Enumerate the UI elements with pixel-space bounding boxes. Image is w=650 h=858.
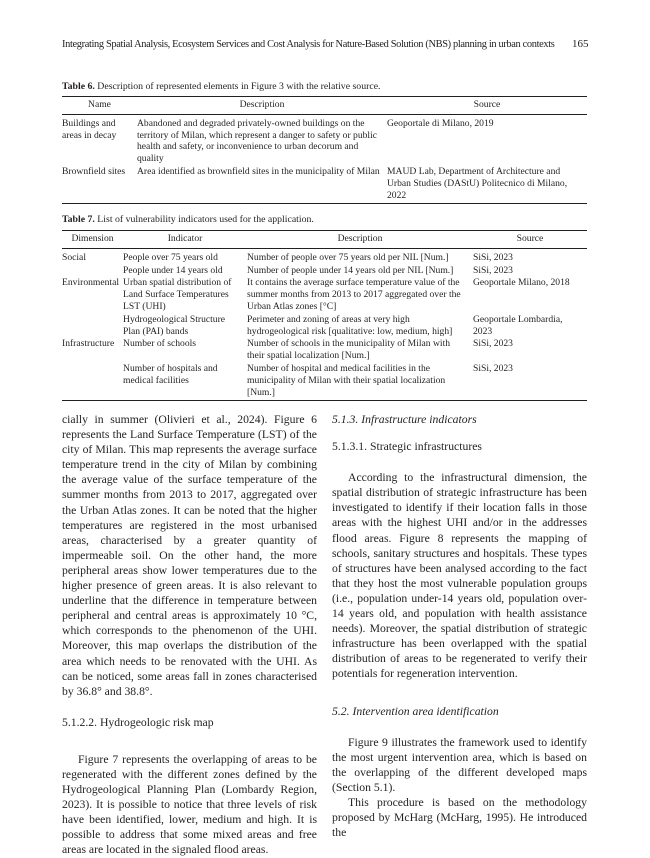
- table7-cell-source: SiSi, 2023: [472, 251, 513, 263]
- table-row: [62, 165, 587, 204]
- table7-cell-description: Perimeter and zoning of areas at very high hydrogeological risk [qualitative: low, medium, high]: [247, 313, 453, 337]
- table6-caption: [62, 81, 381, 92]
- table7: [62, 230, 587, 401]
- table7-cell-indicator: People under 14 years old: [123, 264, 223, 276]
- left-column: [62, 412, 317, 858]
- section-heading: 5.1.3. Infrastructure indicators: [332, 413, 477, 426]
- table7-cell-dimension: Infrastructure: [62, 338, 115, 350]
- table-row: [62, 276, 587, 312]
- table7-caption-label: Table 7.: [62, 214, 95, 225]
- table7-cell-description: Number of hospital and medical facilities in the municipality of Milan with their spatial localization [Num.]: [247, 362, 473, 401]
- table7-cell-indicator: Hydrogeological Structure Plan (PAI) bands: [123, 313, 226, 337]
- table7-header-row: [62, 231, 587, 249]
- table6-cell-source: Geoportale di Milano, 2019: [387, 117, 494, 129]
- table7-cell-indicator: Number of hospitals and medical facilities: [123, 362, 247, 401]
- body-paragraph: Figure 9 illustrates the framework used to identify the most urgent intervention area, which is based on the overlapping of the different developed maps (Section 5.1).: [332, 735, 587, 794]
- table6-header-name: Name: [62, 97, 137, 115]
- table7-cell-indicator: Urban spatial distribution of Land Surface Temperatures LST (UHI): [123, 277, 232, 312]
- table-row: [62, 248, 587, 263]
- table7-cell-indicator: People over 75 years old: [123, 251, 218, 263]
- running-header: Integrating Spatial Analysis, Ecosystem Services and Cost Analysis for Nature-Based Solution (NBS) planning in urban contexts: [62, 39, 555, 50]
- table7-cell-source: Geoportale Milano, 2018: [472, 277, 570, 289]
- table7-cell-dimension: Environmental: [62, 277, 120, 289]
- table7-caption-text: List of vulnerability indicators used for the application.: [94, 214, 314, 225]
- table7-header-source: Source: [473, 231, 587, 249]
- page-number: 165: [572, 38, 589, 50]
- table7-header-indicator: Indicator: [123, 231, 247, 249]
- body-paragraph: According to the infrastructural dimension, the spatial distribution of strategic infrastructure has been investigated to identify if their location falls in those areas with the highest UHI and/or in the addresses flood areas. Figure 8 represents the mapping of schools, sanitary structures and hospitals. These types of structures have been analysed according to the fact that they host the most vulnerable population groups (i.e., population under-14 years old, population over-14 years old, and population with health assistance needs). Moreover, the spatial distribution of strategic infrastructure has been overlapped with the spatial distribution of areas to be regenerated to verify their potentials for regeneration intervention.: [332, 471, 587, 681]
- table-row: [62, 114, 587, 165]
- table7-cell-source: SiSi, 2023: [472, 338, 513, 350]
- table7-header-description: Description: [247, 231, 473, 249]
- table6-header-description: Description: [137, 97, 387, 115]
- table7-caption: [62, 214, 314, 225]
- table7-cell-dimension: [62, 313, 123, 338]
- table-row: [62, 362, 587, 401]
- table7-cell-indicator: Number of schools: [123, 338, 197, 350]
- table-row: [62, 337, 587, 362]
- table7-cell-dimension: [62, 362, 123, 401]
- table7-cell-dimension: [62, 264, 123, 277]
- table7-cell-dimension: Social: [62, 251, 86, 263]
- table6-cell-description: Area identified as brownfield sites in the municipality of Milan: [137, 165, 387, 204]
- right-column: [332, 412, 587, 840]
- body-paragraph: cially in summer (Olivieri et al., 2024). Figure 6 represents the Land Surface Temperature (LST) of the city of Milan. This map represents the average surface temperature trend in the city of Milan by combining the average value of the surface temperature of the summer months from 2013 to 2017, aggregated over the Urban Atlas zones. It can be noted that the higher temperatures are registered in the most urbanised areas, characterised by a greater quantity of impermeable soil. On the other hand, the more peripheral areas show lower temperatures due to the higher presence of green areas. It is also relevant to underline that the difference in temperature between peripheral and central areas is approximately 10 °C, which corresponds to the phenomenon of the UHI. Moreover, this map overlaps the distribution of the area which needs to be renovated with the UHI. As can be noticed, some areas fall in zones characterised by 36.8° and 38.8°.: [62, 413, 317, 698]
- table6-cell-name: Buildings and areas in decay: [62, 117, 117, 141]
- table6-cell-description: Abandoned and degraded privately-owned buildings on the territory of Milan, which represent a danger to safety or public health and safety, or inconvenience to urban decorum and quality: [137, 117, 378, 165]
- table7-cell-source: Geoportale Lombardia, 2023: [472, 313, 563, 337]
- table7-cell-description: Number of people under 14 years old per NIL [Num.]: [247, 264, 454, 276]
- table6-cell-name: Brownfield sites: [62, 165, 137, 204]
- subsection-heading: 5.1.3.1. Strategic infrastructures: [332, 440, 482, 454]
- table6-header-source: Source: [387, 97, 587, 115]
- table7-header-dimension: Dimension: [62, 231, 123, 249]
- table-row: [62, 264, 587, 277]
- table6-caption-text: Description of represented elements in Figure 3 with the relative source.: [94, 81, 381, 92]
- table6: [62, 96, 587, 204]
- table7-cell-description: It contains the average surface temperature value of the summer months from 2013 to 2017 aggregated over the Urban Atlas zones [°C]: [247, 277, 461, 312]
- table6-header-row: [62, 97, 587, 115]
- table7-cell-source: SiSi, 2023: [472, 264, 513, 276]
- body-paragraph: Figure 7 represents the overlapping of areas to be regenerated with the different zones defined by the Hydrogeological Planning Plan (Lombardy Region, 2023). It is possible to notice that three levels of risk have been identified, lower, medium and high. It is possible to address that some mixed areas and free areas are located in the signaled flood areas.: [62, 752, 317, 857]
- section-heading: 5.1.2.2. Hydrogeologic risk map: [62, 715, 214, 729]
- section-heading: 5.2. Intervention area identification: [332, 704, 499, 718]
- table7-cell-source: SiSi, 2023: [473, 362, 587, 401]
- body-paragraph: This procedure is based on the methodology proposed by McHarg (McHarg, 1995). He introduced the: [332, 795, 587, 840]
- table7-cell-description: Number of schools in the municipality of Milan with their spatial localization [Num.]: [247, 338, 451, 362]
- table6-cell-source: MAUD Lab, Department of Architecture and Urban Studies (DAStU) Politecnico di Milano, 2022: [387, 165, 587, 204]
- table6-caption-label: Table 6.: [62, 81, 95, 92]
- table-row: [62, 313, 587, 338]
- table7-cell-description: Number of people over 75 years old per NIL [Num.]: [247, 251, 449, 263]
